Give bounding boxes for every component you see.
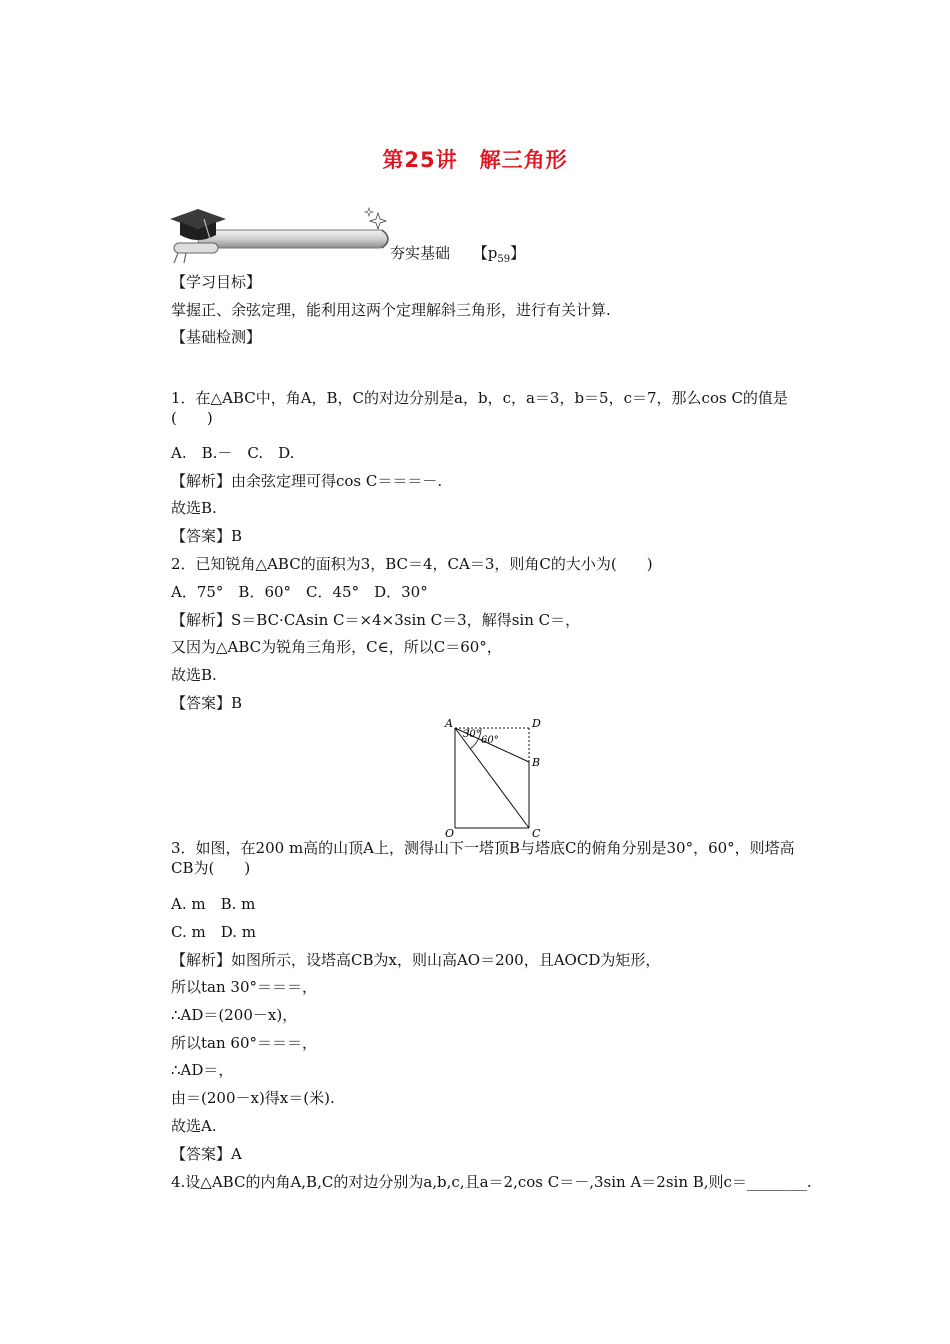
- text-line-q2-answer: 【答案】B: [171, 694, 243, 712]
- text-line-q1-analysis: 【解析】由余弦定理可得cos C＝＝＝－.: [171, 472, 443, 490]
- sparkle-icon: [365, 208, 386, 229]
- text-line-q3-ad2: ∴AD＝，: [171, 1061, 234, 1079]
- section-label: [390, 242, 525, 265]
- text-line-q2-opts: A．75° B．60° C．45° D．30°: [171, 583, 428, 601]
- text-line-q3-ad1: ∴AD＝(200－x)，: [171, 1006, 298, 1024]
- label-b: B: [532, 756, 541, 769]
- text-line-q2-analysis: 【解析】S＝BC·CAsin C＝×4×3sin C＝3，解得sin C＝，: [171, 611, 581, 629]
- label-a: A: [445, 717, 453, 730]
- text-line-q3-opts1: A. m B. m: [171, 895, 256, 913]
- text-line-q1: 1．在△ABC中，角A，B，C的对边分别是a，b，c，a＝3，b＝5，c＝7，那么cos C的值是( ): [171, 389, 788, 427]
- label-c: C: [532, 827, 541, 840]
- page-reference: 【$p_{59}$】: [472, 244, 526, 265]
- label-angle-60: 60°: [481, 735, 499, 746]
- text-line-q3-tan30: 所以tan 30°＝＝＝，: [171, 978, 317, 996]
- text-line-q3-analysis: 【解析】如图所示，设塔高CB为x，则山高AO＝200，且AOCD为矩形，: [171, 951, 661, 969]
- text-line-check-head: 【基础检测】: [171, 328, 262, 346]
- section-banner: [168, 205, 404, 267]
- text-line-q3-choose: 故选A.: [171, 1117, 217, 1135]
- text-line-q1-opts: A. B.－ C. D.: [171, 444, 295, 462]
- section-label-text: 夯实基础: [390, 244, 451, 262]
- text-line-q2: 2．已知锐角△ABC的面积为3，BC＝4，CA＝3，则角C的大小为( ): [171, 555, 653, 573]
- text-line-goal-head: 【学习目标】: [171, 273, 262, 291]
- text-line-q3-answer: 【答案】A: [171, 1145, 242, 1163]
- label-angle-30: 30°: [463, 729, 481, 740]
- text-line-q3-opts2: C. m D. m: [171, 923, 256, 941]
- page-title: 第25讲 解三角形: [382, 148, 568, 172]
- text-line-q1-answer: 【答案】B: [171, 527, 243, 545]
- text-line-q1-choose: 故选B.: [171, 499, 217, 517]
- text-line-q3-tan60: 所以tan 60°＝＝＝，: [171, 1034, 317, 1052]
- text-line-q3-solve: 由＝(200－x)得x＝(米).: [171, 1089, 335, 1107]
- label-d: D: [532, 717, 541, 730]
- label-o: O: [445, 827, 455, 840]
- text-line-q3: 3．如图，在200 m高的山顶A上，测得山下一塔顶B与塔底C的俯角分别是30°，60°，则塔高CB为( ): [171, 839, 795, 877]
- text-line-q2-choose: 故选B.: [171, 666, 217, 684]
- text-line-q2-analysis2: 又因为△ABC为锐角三角形，C∈，所以C＝60°，: [171, 638, 502, 656]
- text-line-q4: 4.设△ABC的内角A,B,C的对边分别为a,b,c,且a＝2,cos C＝－,3sin A＝2sin B,则c＝________.: [171, 1173, 812, 1191]
- text-line-goal-body: 掌握正、余弦定理，能利用这两个定理解斜三角形，进行有关计算.: [171, 301, 611, 319]
- tower-figure: [437, 716, 549, 840]
